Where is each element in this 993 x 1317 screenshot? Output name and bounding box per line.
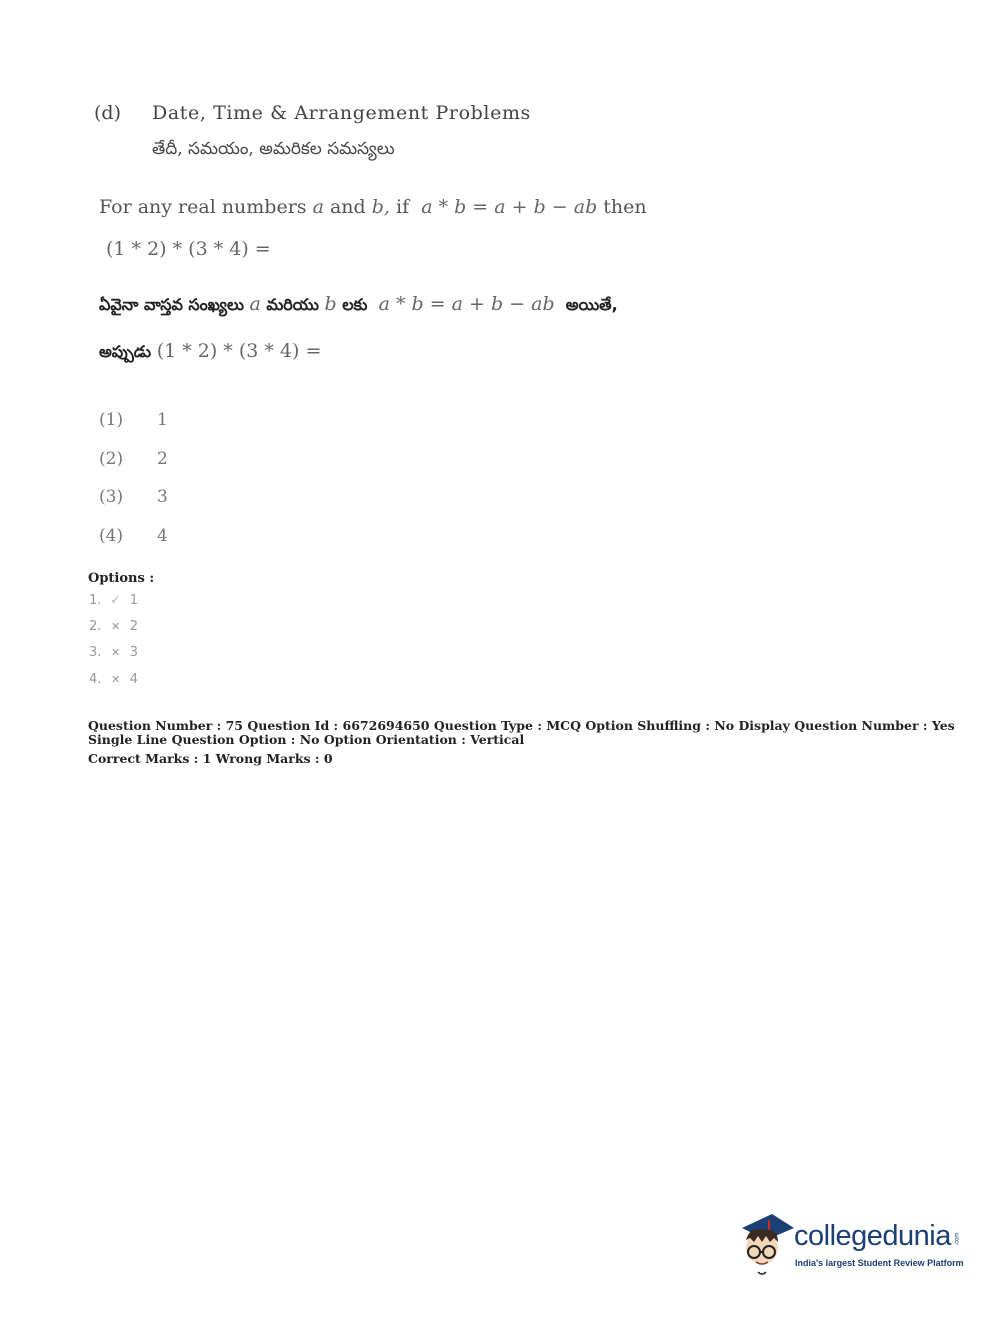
cross-icon: ✕: [110, 673, 121, 686]
question-english: For any real numbers a and b, if a * b = a + b − ab then: [99, 196, 647, 218]
section-letter: (d): [94, 102, 121, 124]
choice-item: (2) 2: [99, 449, 168, 469]
logo-wordmark: collegedunia: [794, 1220, 951, 1252]
question-expression: (1 * 2) * (3 * 4) =: [106, 238, 271, 260]
cross-icon: ✕: [110, 620, 121, 633]
options-heading: Options :: [88, 571, 155, 586]
question-formula: a * b = a + b − ab: [421, 196, 598, 218]
option-item: 1. ✓ 1: [89, 593, 138, 608]
option-item: 4. ✕ 4: [89, 672, 138, 687]
logo-com: .com: [954, 1232, 961, 1246]
choice-item: (3) 3: [99, 487, 168, 507]
option-item: 2. ✕ 2: [89, 619, 138, 634]
choice-item: (4) 4: [99, 526, 168, 546]
question-meta-line3: Correct Marks : 1 Wrong Marks : 0: [88, 751, 333, 766]
logo-tagline: India's largest Student Review Platform: [795, 1258, 964, 1268]
question-meta-line1: Question Number : 75 Question Id : 6672694650 Question Type : MCQ Option Shuffling : No Display Question Number : Yes: [88, 718, 955, 733]
cross-icon: ✕: [110, 646, 121, 659]
choice-item: (1) 1: [99, 410, 168, 430]
section-title: Date, Time & Arrangement Problems: [152, 102, 531, 124]
question-meta-line2: Single Line Question Option : No Option Orientation : Vertical: [88, 732, 525, 747]
collegedunia-logo: [736, 1210, 964, 1280]
section-subtitle-telugu: తేదీ, సమయం, అమరికల సమస్యలు: [152, 139, 395, 159]
mascot-icon: [736, 1210, 794, 1280]
check-icon: ✓: [110, 593, 121, 608]
question-telugu-expression: అప్పుడు (1 * 2) * (3 * 4) =: [99, 340, 322, 362]
option-item: 3. ✕ 3: [89, 645, 138, 660]
question-telugu: ఏవైనా వాస్తవ సంఖ్యలు a మరియు b లకు a * b = a + b − ab అయితే,: [99, 293, 618, 315]
